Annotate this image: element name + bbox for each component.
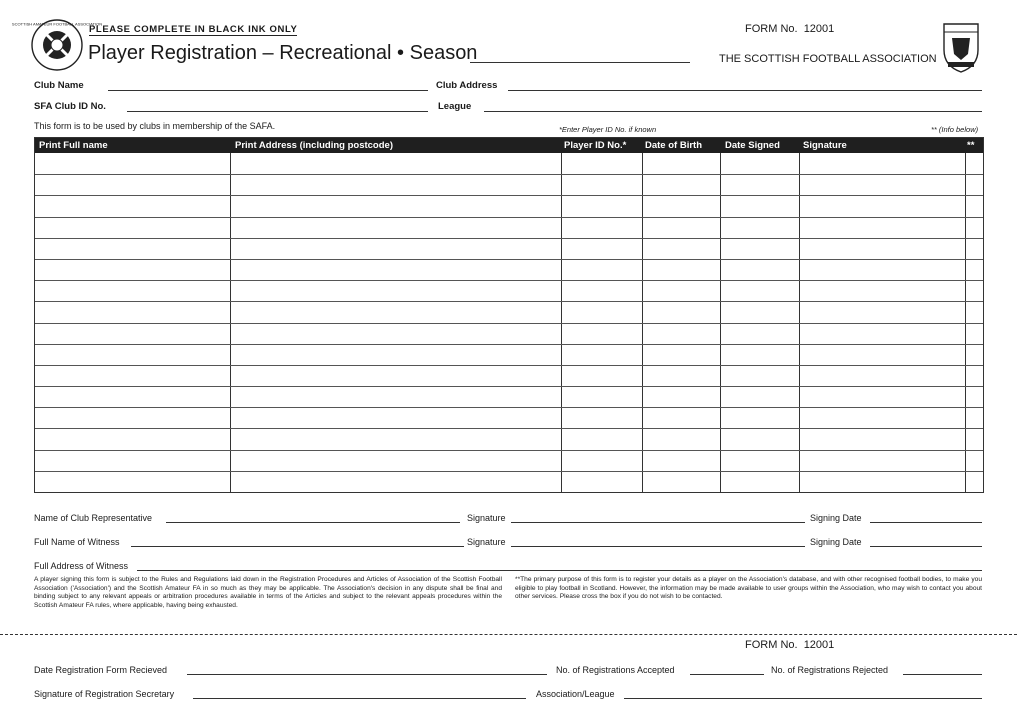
header-full-name: Print Full name	[39, 140, 108, 151]
witness-address-label: Full Address of Witness	[34, 561, 129, 571]
witness-address-line[interactable]	[137, 570, 982, 571]
rep-signature-label: Signature	[467, 513, 506, 523]
header-signature: Signature	[803, 140, 847, 151]
info-note: ** (Info below)	[931, 125, 979, 134]
disclaimer-left: A player signing this form is subject to the Rules and Regulations laid down in the Registration Procedures and Articles of Association of the Scottish Football Association ('Association') and the Scottish Amateur FA in so much as they may be applicable. The Association's decision in any dispute shall be final and binding subject to any relevant appeals or arbitration procedures available in terms of the Articles and subject to the relevant appeals procedures within the Scottish Amateur FA rules, where applicable, having being exhausted.	[34, 576, 502, 610]
logo-ring-text: SCOTTISH AMATEUR FOOTBALL ASSOCIATION	[11, 21, 103, 27]
rep-signing-date-label: Signing Date	[810, 513, 862, 523]
table-row[interactable]	[35, 344, 983, 345]
header-dob: Date of Birth	[645, 140, 702, 151]
association-league-label: Association/League	[536, 689, 615, 699]
secretary-line[interactable]	[193, 698, 526, 699]
table-row[interactable]	[35, 238, 983, 239]
association-name: THE SCOTTISH FOOTBALL ASSOCIATION	[719, 53, 937, 65]
footer-form-no-value: 12001	[803, 639, 835, 651]
ink-instruction: PLEASE COMPLETE IN BLACK INK ONLY	[89, 24, 298, 35]
season-line[interactable]	[470, 62, 690, 63]
table-row[interactable]	[35, 301, 983, 302]
rep-signature-line[interactable]	[511, 522, 805, 523]
sfa-club-id-line[interactable]	[127, 111, 428, 112]
witness-signature-label: Signature	[467, 537, 506, 547]
table-row[interactable]	[35, 195, 983, 196]
table-row[interactable]	[35, 280, 983, 281]
accepted-label: No. of Registrations Accepted	[556, 665, 675, 675]
form-number-header	[745, 23, 834, 35]
table-row[interactable]	[35, 386, 983, 387]
table-header	[35, 138, 983, 153]
table-row[interactable]	[35, 259, 983, 260]
witness-signing-date-label: Signing Date	[810, 537, 862, 547]
date-received-line[interactable]	[187, 674, 547, 675]
form-number-footer	[745, 639, 834, 651]
tear-off-line	[0, 634, 1017, 635]
form-no-label: FORM No.	[745, 23, 798, 35]
player-id-note: *Enter Player ID No. if known	[559, 125, 657, 134]
header-optout: **	[967, 140, 975, 151]
table-row[interactable]	[35, 323, 983, 324]
sfa-club-id-label: SFA Club ID No.	[34, 101, 106, 112]
club-name-line[interactable]	[108, 90, 428, 91]
club-name-label: Club Name	[34, 80, 84, 91]
league-label: League	[438, 101, 472, 112]
disclaimer-right: **The primary purpose of this form is to register your details as a player on the Association's database, and with other recognised football bodies, to make you eligible to play football in Scotland. However, the information may be made available to user groups within the Association, who may wish to contact you about other services. Please cross the box if you do not wish to be contacted.	[515, 576, 982, 601]
club-rep-line[interactable]	[166, 522, 460, 523]
form-no-value: 12001	[803, 23, 835, 35]
club-address-label: Club Address	[436, 80, 498, 91]
footer-form-no-label: FORM No.	[745, 639, 798, 651]
header-player-id: Player ID No.*	[564, 140, 627, 151]
rejected-label: No. of Registrations Rejected	[771, 665, 889, 675]
table-row[interactable]	[35, 428, 983, 429]
rep-signing-date-line[interactable]	[870, 522, 982, 523]
header-address: Print Address (including postcode)	[235, 140, 393, 151]
date-received-label: Date Registration Form Recieved	[34, 665, 168, 675]
form-title: Player Registration – Recreational • Season	[88, 42, 478, 64]
association-league-line[interactable]	[624, 698, 982, 699]
table-row[interactable]	[35, 407, 983, 408]
rejected-line[interactable]	[903, 674, 982, 675]
table-row[interactable]	[35, 365, 983, 366]
witness-signature-line[interactable]	[511, 546, 805, 547]
accepted-line[interactable]	[690, 674, 764, 675]
witness-signing-date-line[interactable]	[870, 546, 982, 547]
table-row[interactable]	[35, 174, 983, 175]
membership-note: This form is to be used by clubs in membership of the SAFA.	[34, 121, 276, 131]
table-row[interactable]	[35, 450, 983, 451]
registration-table	[34, 137, 984, 493]
safa-logo	[11, 18, 103, 72]
witness-name-label: Full Name of Witness	[34, 537, 120, 547]
club-address-line[interactable]	[508, 90, 982, 91]
table-row[interactable]	[35, 217, 983, 218]
club-rep-label: Name of Club Representative	[34, 513, 153, 523]
table-row[interactable]	[35, 471, 983, 472]
header-date-signed: Date Signed	[725, 140, 780, 151]
witness-name-line[interactable]	[131, 546, 464, 547]
sfa-crest	[940, 20, 982, 74]
league-line[interactable]	[484, 111, 982, 112]
secretary-label: Signature of Registration Secretary	[34, 689, 175, 699]
